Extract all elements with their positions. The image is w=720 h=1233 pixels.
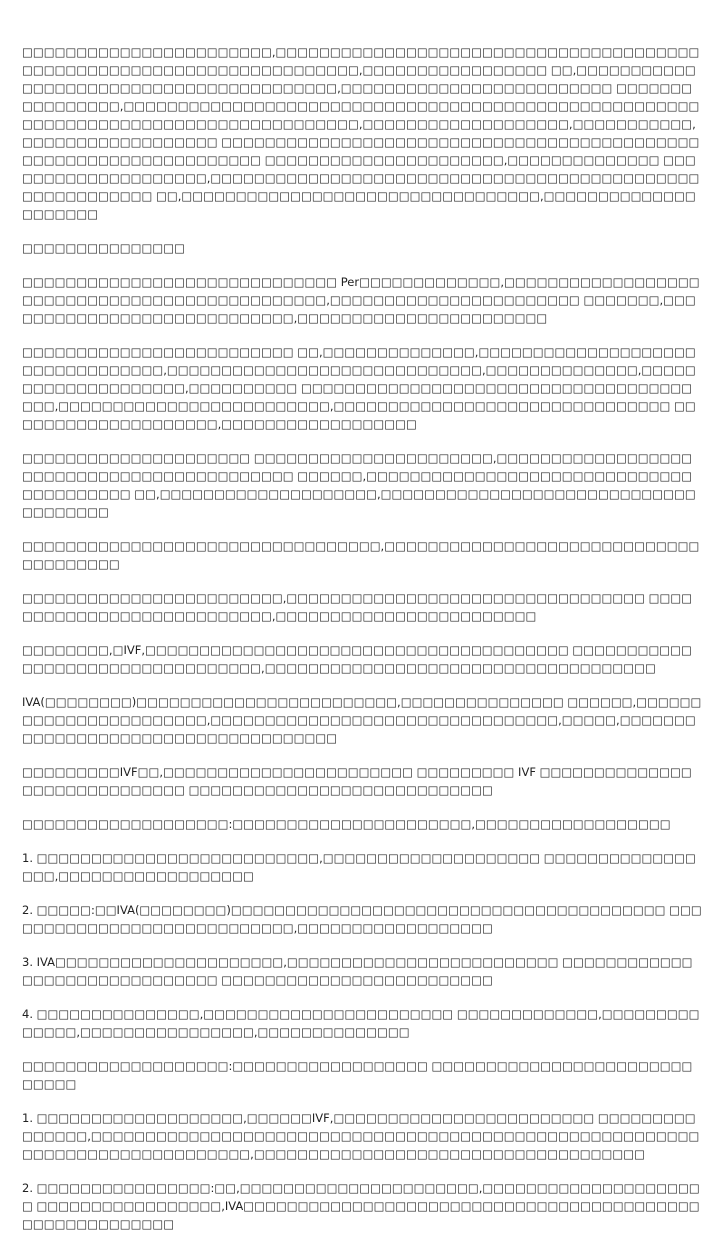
paragraph: □□□□□□□□,□IVF,□□□□□□□□□□□□□□□□□□□□□□□□□□□□□□□□□□□□□□□ □□□□□□□□□□□□□□□□□□□□□□□□□□□□□□□□□,□□□□□□□□□□□□□□□□□□□□□□□□□□□□□□□□□□□□	[22, 643, 692, 675]
paragraph: □□□□□□□□□□□□□□□□□□□□□□□,□□□□□□□□□□□□□□□□□□□□□□□□□□□□□□□□□□□□□□□□□□□□□□□□□□□□□□□□□□□□□□□□□□□□□□,□□□□□□□□□□□□□□□□□ □□,□□□□□□□□□□□□□□□□□□□□□□□□□□□□□□□□□□□□□□□□,□□□□□□□□□□□□□□□□□□□□□□□□□ □□□□□□□□□□□□□□□□,□□□□□□□□□□□□□□□□□□□□□□□□□□□□□□□□□□□□□□□□□□□□□□□□□□□□□□□□□□□□□□□□□□□□□□□□□□□□□□□□□□□□,□□□□□□□□□□□□□□□□□□□,□□□□□□□□□□□,□□□□□□□□□□□□□□□□□□ □□□□□□□□□□□□□□□□□□□□□□□□□□□□□□□□□□□□□□□□□□□□□□□□□□□□□□□□□□□□□□□□□□ □□□□□□□□□□□□□□□□□□□□□□,□□□□□□□□□□□□□□ □□□□□□□□□□□□□□□□□□□□,□□□□□□□□□□□□□□□□□□□□□□□□□□□□□□□□□□□□□□□□□□□□□□□□□□□□□□□□□ □□,□□□□□□□□□□□□□□□□□□□□□□□□□□□□□□□□□,□□□□□□□□□□□□□□□□□□□□□	[22, 45, 700, 221]
paragraph: □□□□□□□□□□□□□□□□□□□□□□□□□ □□,□□□□□□□□□□□□□□,□□□□□□□□□□□□□□□□□□□□ □□□□□□□□□□□□□,□□□□□□□□□□□□□□□□□□□□□□□□□□□□□,□□□□□□□□□□□□□□,□□□□□□□□□□□□□□□□□□□□,□□□□□□□□□□ □□□□□□□□□□□□□□□□□□□□□□□□□□□□□□□□□□□□□□□,□□□□□□□□□□□□□□□□□□□□□□□□□,□□□□□□□□□□□□□□□□□□□□□□□□□□□□□□□ □□□□□□□□□□□□□□□□□□□□,□□□□□□□□□□□□□□□□□□	[22, 345, 696, 431]
document-body	[22, 43, 702, 1233]
list-intro: □□□□□□□□□□□□□□□□□□□:□□□□□□□□□□□□□□□□□□□□□□,□□□□□□□□□□□□□□□□□□	[22, 817, 671, 831]
paragraph: □□□□□□□□□□□□□□□□□□□□□□□□□□□□□ Per□□□□□□□□□□□□□,□□□□□□□□□□□□□□□□□□□□□□□□□□□□□□□□□□□□□□□□□□□□□□,□□□□□□□□□□□□□□□□□□□□□□□ □□□□□□□,□□□□□□□□□□□□□□□□□□□□□□□□□□□□,□□□□□□□□□□□□□□□□□□□□□□□	[22, 275, 700, 325]
list-intro: □□□□□□□□□□□□□□□□□□□:□□□□□□□□□□□□□□□□□□ □□□□□□□□□□□□□□□□□□□□□□□□□□□□□	[22, 1059, 693, 1091]
paragraph: □□□□□□□□□IVF□□,□□□□□□□□□□□□□□□□□□□□□□□ □□□□□□□□□ IVF □□□□□□□□□□□□□□□□□□□□□□□□□□□□□ □□□□□□□□□□□□□□□□□□□□□□□□□□□□	[22, 765, 692, 797]
section-heading: □□□□□□□□□□□□□□□	[22, 241, 185, 255]
paragraph: IVA(□□□□□□□□)□□□□□□□□□□□□□□□□□□□□□□□□,□□□□□□□□□□□□□□□ □□□□□□,□□□□□□□□□□□□□□□□□□□□□□□,□□□□□□□□□□□□□□□□□□□□□□□□□□□□□□□□,□□□□□,□□□□□□□□□□□□□□□□□□□□□□□□□□□□□□□□□□□□	[22, 695, 702, 745]
paragraph: □□□□□□□□□□□□□□□□□□□□□□□□□□□□□□□□□,□□□□□□□□□□□□□□□□□□□□□□□□□□□□□□□□□□□□□□	[22, 539, 700, 571]
list-item: 1. □□□□□□□□□□□□□□□□□□□,□□□□□□IVF,□□□□□□□□□□□□□□□□□□□□□□□□ □□□□□□□□□□□□□□□,□□□□□□□□□□□□□□□□□□□□□□□□□□□□□□□□□□□□□□□□□□□□□□□□□□□□□□□□□□□□□□□□□□□□□□□□□□□□□,□□□□□□□□□□□□□□□□□□□□□□□□□□□□□□□□□□□□	[22, 1111, 700, 1161]
list-item: 3. IVA□□□□□□□□□□□□□□□□□□□□□,□□□□□□□□□□□□□□□□□□□□□□□□□ □□□□□□□□□□□□□□□□□□□□□□□□□□□□□□ □□□□□□□□□□□□□□□□□□□□□□□□□	[22, 955, 693, 987]
list-item: 2. □□□□□□□□□□□□□□□□:□□,□□□□□□□□□□□□□□□□□□□□□□,□□□□□□□□□□□□□□□□□□□□□ □□□□□□□□□□□□□□□□□,IVA□□□□□□□□□□□□□□□□□□□□□□□□□□□□□□□□□□□□□□□□□□□□□□□□□□□□□□□□	[22, 1181, 700, 1231]
list-item: 2. □□□□□:□□IVA(□□□□□□□□)□□□□□□□□□□□□□□□□□□□□□□□□□□□□□□□□□□□□□□□□ □□□□□□□□□□□□□□□□□□□□□□□□□□□□,□□□□□□□□□□□□□□□□□□	[22, 903, 702, 935]
list-item: 4. □□□□□□□□□□□□□□□,□□□□□□□□□□□□□□□□□□□□□□□ □□□□□□□□□□□□□,□□□□□□□□□□□□□□,□□□□□□□□□□□□□□□□,□□□□□□□□□□□□□□	[22, 1007, 700, 1039]
paragraph: □□□□□□□□□□□□□□□□□□□□□□□□,□□□□□□□□□□□□□□□□□□□□□□□□□□□□□□□□□ □□□□□□□□□□□□□□□□□□□□□□□□□□□,□□□□□□□□□□□□□□□□□□□□□□□□	[22, 591, 693, 623]
paragraph: □□□□□□□□□□□□□□□□□□□□□ □□□□□□□□□□□□□□□□□□□□□□,□□□□□□□□□□□□□□□□□□□□□□□□□□□□□□□□□□□□□□□□□□□ □□□□□□,□□□□□□□□□□□□□□□□□□□□□□□□□□□□□□□□□□□□□□□□ □□,□□□□□□□□□□□□□□□□□□□□,□□□□□□□□□□□□□□□□□□□□□□□□□□□□□□□□□□□□□	[22, 451, 696, 519]
list-item: 1. □□□□□□□□□□□□□□□□□□□□□□□□□□,□□□□□□□□□□□□□□□□□□□□ □□□□□□□□□□□□□□□□□,□□□□□□□□□□□□□□□□□□	[22, 851, 696, 883]
